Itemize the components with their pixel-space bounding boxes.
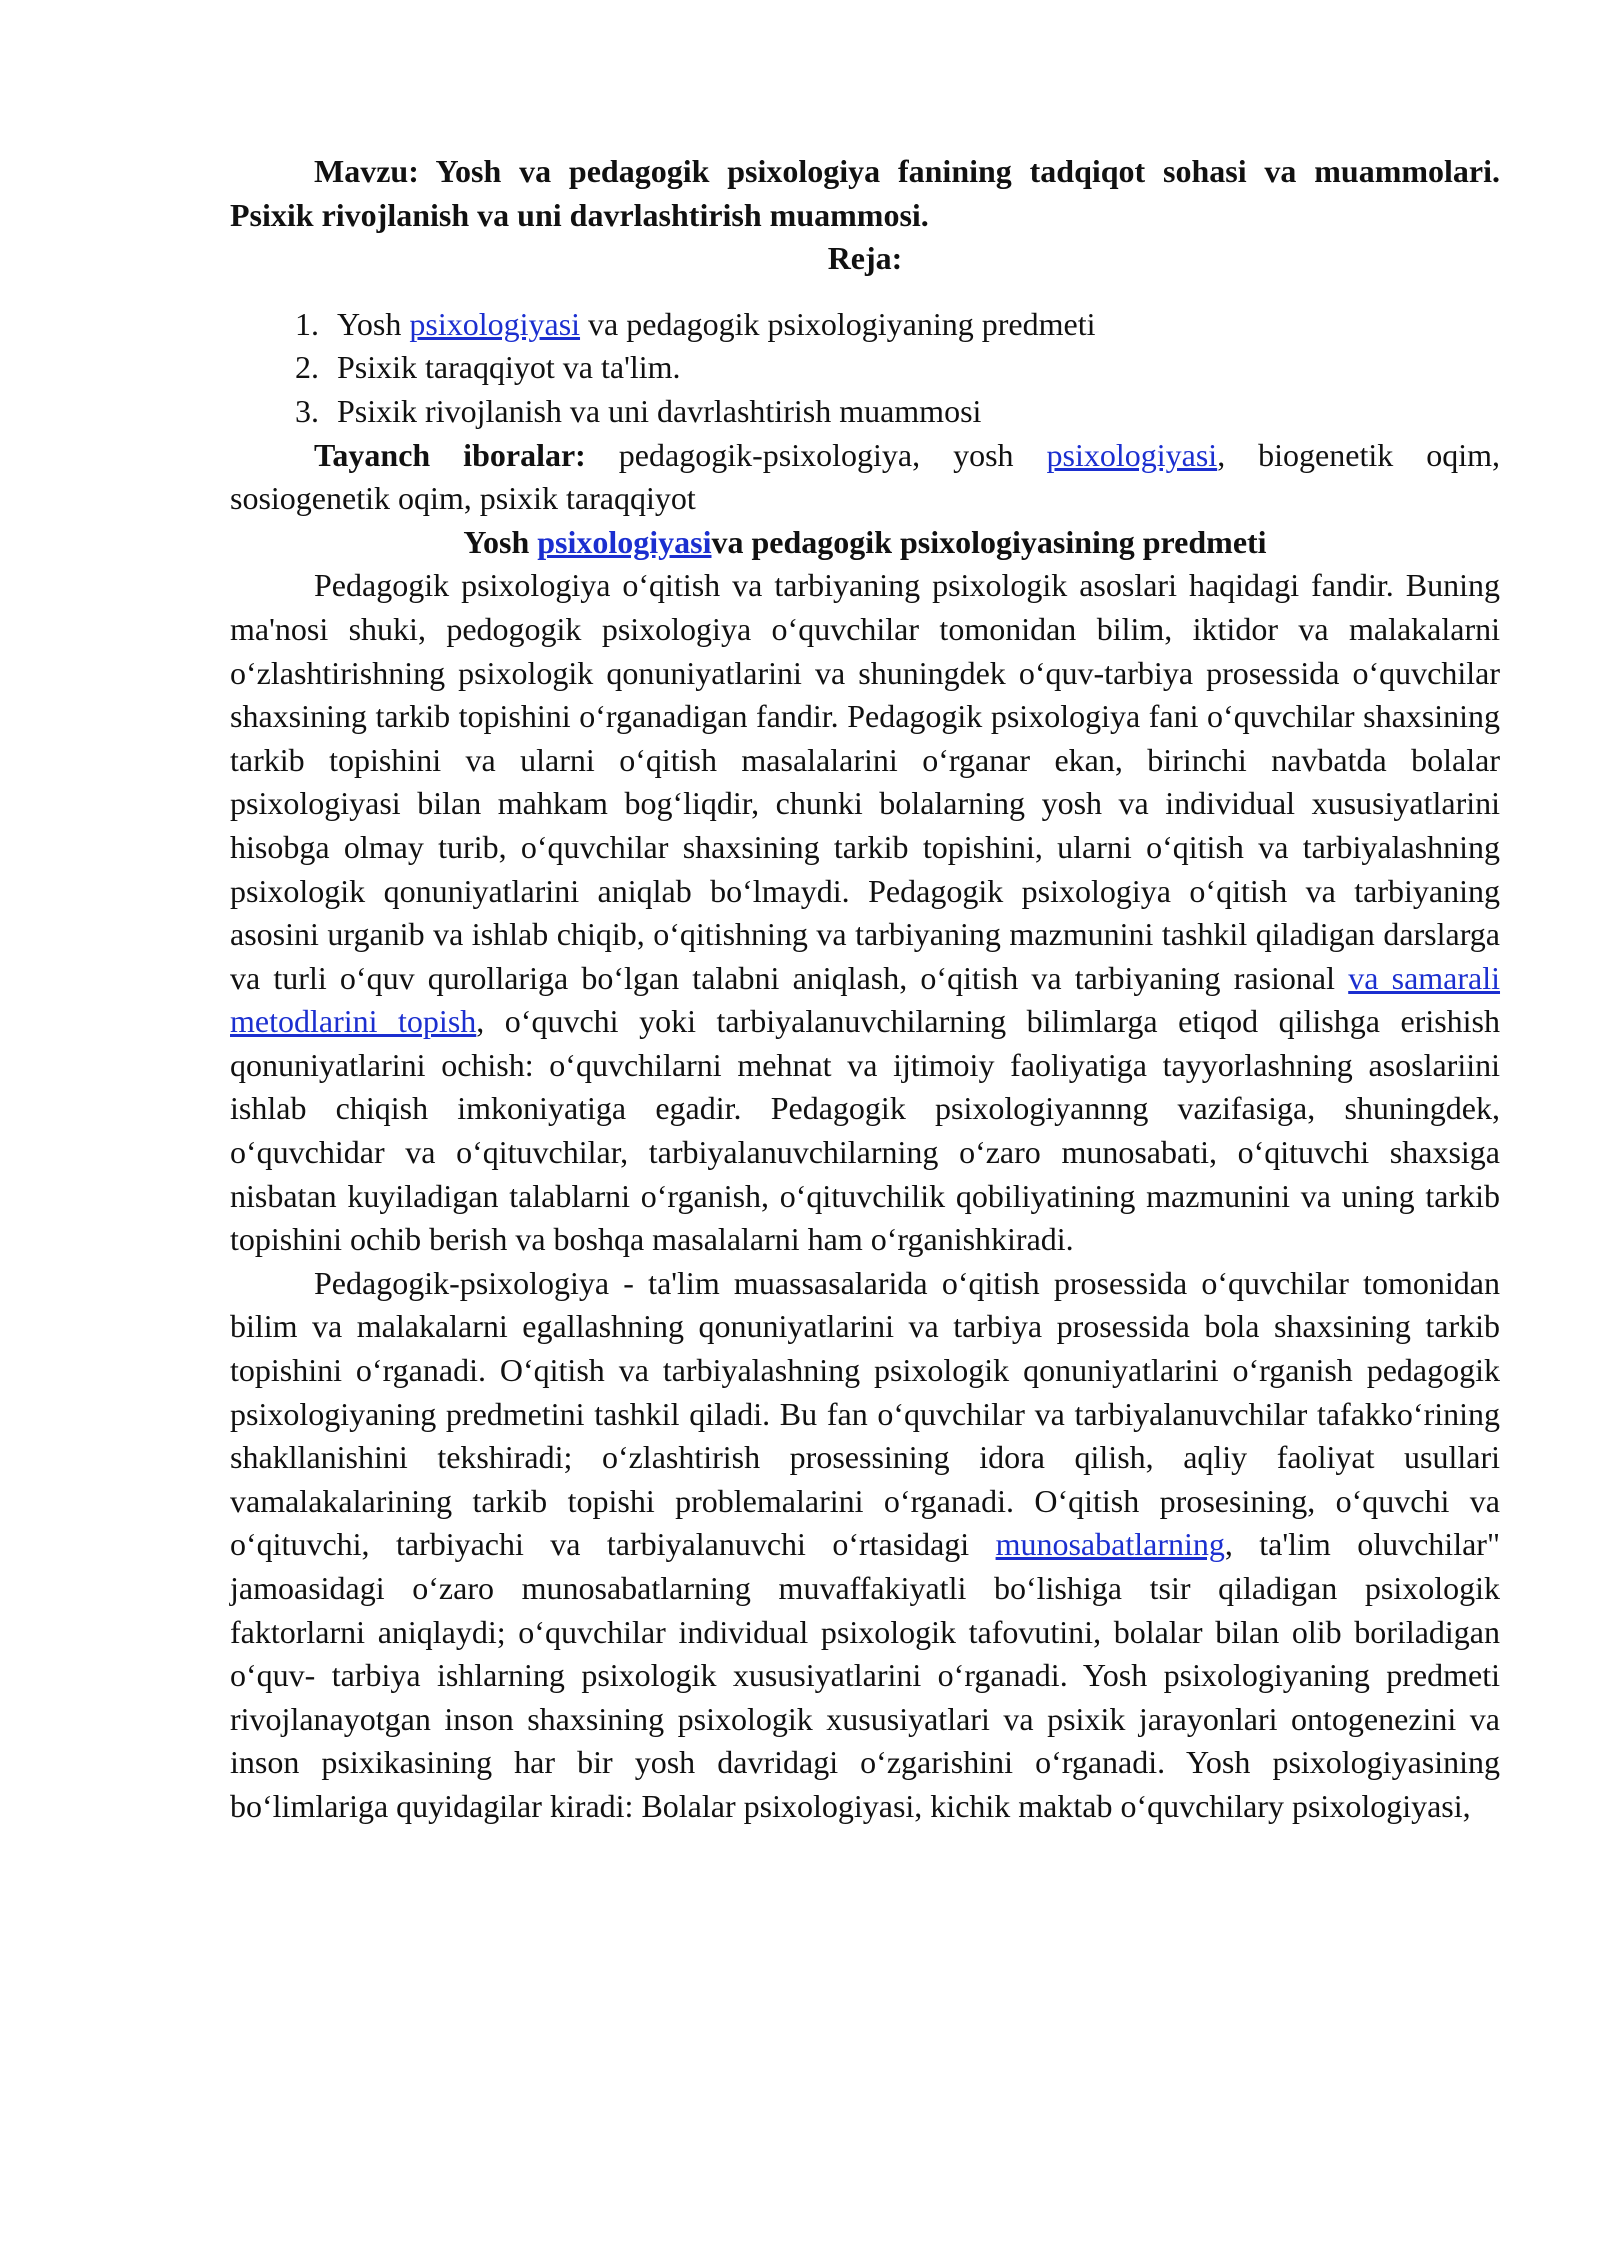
keywords-paragraph <box>230 434 1500 521</box>
section-heading-text: va pedagogik psixologiyasining predmeti <box>711 523 1267 560</box>
section-heading-text: Yosh <box>463 523 538 560</box>
section-psixologiyasi-link[interactable]: psixologiyasi <box>537 523 712 560</box>
body-paragraph-2 <box>230 1262 1500 1829</box>
document-page <box>230 150 1500 1829</box>
samarali-metodlar-link[interactable]: va samarali metodlarini topish <box>230 959 1501 1040</box>
keywords-psixologiyasi-link[interactable]: psixologiyasi <box>1046 436 1218 473</box>
paragraph-text: , oʻquvchi yoki tarbiyalanuvchilarning bilimlarga etiqod qilishga erishish qonuniyatlarini ochish: oʻquvchilarni mehnat va ijtimoiy faoliyatiga tayyorlashning asoslariini ishlab chiqish imkoniyatiga egadir. Pedagogik psixologiyannng vazifasiga, shuningdek, oʻquvchidar va oʻqituvchilar, tarbiyalanuvchilarning oʻzaro munosabati, oʻqituvchi shaxsiga nisbatan kuyiladigan talablarni oʻrganish, oʻqituvchilik qobiliyatining mazmunini va uning tarkib topishini ochib berish va boshqa masalalarni ham oʻrganishkiradi. <box>230 1003 1501 1258</box>
keywords-text: , biogenetik oqim, sosiogenetik oqim, psixik taraqqiyot <box>230 436 1501 517</box>
keywords-label: Tayanch iboralar: <box>314 436 586 473</box>
section-heading <box>230 521 1500 565</box>
plan-list <box>230 303 1500 434</box>
paragraph-text: Pedagogik-psixologiya - ta'lim muassasalarida oʻqitish prosessida oʻquvchilar tomonidan bilim va malakalarni egallashning qonuniyatlarini va tarbiya prosessida bola shaxsining tarkib topishini oʻrganadi. Oʻqitish va tarbiyalashning psixologik qonuniyatlarini oʻrganish pedagogik psixologiyaning predmetini tashkil qiladi. Bu fan oʻquvchilar va tarbiyalanuvchilar tafakkoʻrining shakllanishini tekshiradi; oʻzlashtirish prosessining idora qilish, aqliy faoliyat usullari vamalakalarining tarkib topishi problemalarini oʻrganadi. Oʻqitish prosesining, oʻquvchi va oʻqituvchi, tarbiyachi va tarbiyalanuvchi oʻrtasidagi <box>230 1264 1500 1563</box>
munosabatlarning-link[interactable]: munosabatlarning <box>995 1526 1225 1563</box>
plan-item-text: va pedagogik psixologiyaning predmeti <box>580 305 1096 342</box>
plan-item-text: Psixik rivojlanish va uni davrlashtirish muammosi <box>337 392 982 429</box>
body-paragraph-1 <box>230 564 1500 1262</box>
plan-item-text: Yosh <box>337 305 410 342</box>
plan-item <box>327 346 1500 390</box>
psixologiyasi-link[interactable]: psixologiyasi <box>409 305 581 342</box>
plan-item-text: Psixik taraqqiyot va ta'lim. <box>337 349 681 386</box>
spacer <box>230 281 1500 303</box>
paragraph-text: Pedagogik psixologiya oʻqitish va tarbiyaning psixologik asoslari haqidagi fandir. Buning ma'nosi shuki, pedogogik psixologiya oʻquvchilar tomonidan bilim, iktidor va malakalarni oʻzlashtirishning psixologik qonuniyatlarini va shuningdek oʻquv-tarbiya prosessida oʻquvchilar shaxsining tarkib topishini oʻrganadigan fandir. Pedagogik psixologiya fani oʻquvchilar shaxsining tarkib topishini va ularni oʻqitish masalalarini oʻrganar ekan, birinchi navbatda bolalar psixologiyasi bilan mahkam bogʻliqdir, chunki bolalarning yosh va individual xususiyatlarini hisobga olmay turib, oʻquvchilar shaxsining tarkib topishini, ularni oʻqitish va tarbiyalashning psixologik qonuniyatlarini aniqlab boʻlmaydi. Pedagogik psixologiya oʻqitish va tarbiyaning asosini urganib va ishlab chiqib, oʻqitishning va tarbiyaning mazmunini tashkil qiladigan darslarga va turli oʻquv qurollariga boʻlgan talabni aniqlash, oʻqitish va tarbiyaning rasional <box>230 567 1500 996</box>
keywords-text: pedagogik-psixologiya, yosh <box>585 436 1047 473</box>
plan-heading: Reja: <box>827 240 903 277</box>
plan-item <box>327 390 1500 434</box>
document-title: Mavzu: Yosh va pedagogik psixologiya fanining tadqiqot sohasi va muammolari. Psixik rivojlanish va uni davrlashtirish muammosi. <box>230 153 1500 233</box>
plan-item <box>327 303 1500 347</box>
paragraph-text: , ta'lim oluvchilar" jamoasidagi oʻzaro munosabatlarning muvaffakiyatli boʻlishiga tsir qiladigan psixologik faktorlarni aniqlaydi; oʻquvchilar individual psixologik tafovutini, bolalar bilan olib boriladigan oʻquv- tarbiya ishlarning psixologik xususiyatlarini oʻrganadi. Yosh psixologiyaning predmeti rivojlanayotgan inson shaxsining psixologik xususiyatlari va psixik jarayonlari ontogenezini va inson psixikasining har bir yosh davridagi oʻzgarishini oʻrganadi. Yosh psixologiyasining boʻlimlariga quyidagilar kiradi: Bolalar psixologiyasi, kichik maktab oʻquvchilary psixologiyasi, <box>230 1526 1500 1824</box>
